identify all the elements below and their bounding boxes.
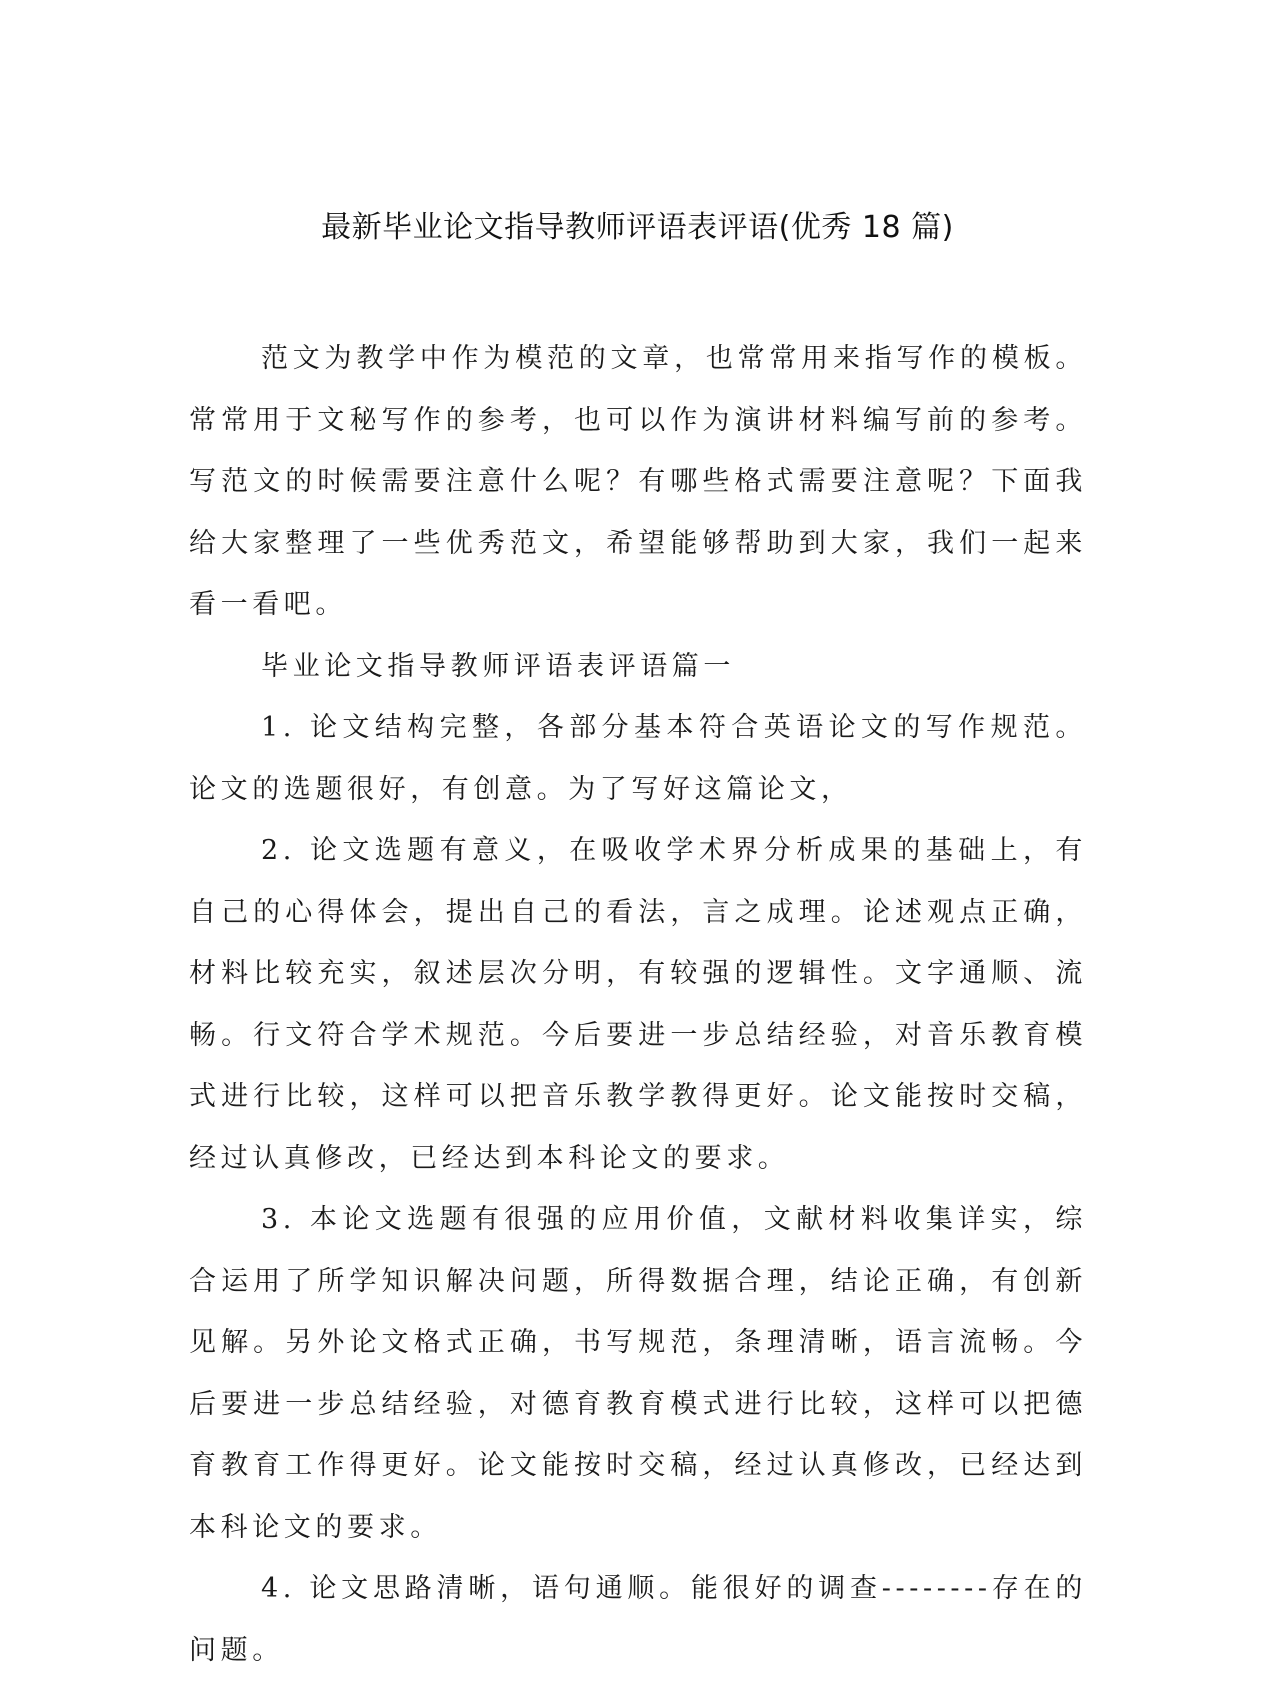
comment-item-3: 3. 本论文选题有很强的应用价值，文献材料收集详实，综合运用了所学知识解决问题，所得数据合理，结论正确，有创新见解。另外论文格式正确，书写规范，条理清晰，语言流畅。今后要进一步总结经验，对德育教育模式进行比较，这样可以把德育教育工作得更好。论文能按时交稿，经过认真修改，已经达到本科论文的要求。 bbox=[189, 1204, 1087, 1543]
document-body bbox=[189, 328, 1087, 1681]
comment-item-4: 4. 论文思路清晰，语句通顺。能很好的调查--------存在的问题。 bbox=[189, 1573, 1087, 1666]
comment-item-2: 2. 论文选题有意义，在吸收学术界分析成果的基础上，有自己的心得体会，提出自己的看法，言之成理。论述观点正确，材料比较充实，叙述层次分明，有较强的逻辑性。文字通顺、流畅。行文符合学术规范。今后要进一步总结经验，对音乐教育模式进行比较，这样可以把音乐教学教得更好。论文能按时交稿，经过认真修改，已经达到本科论文的要求。 bbox=[189, 835, 1087, 1174]
section-heading: 毕业论文指导教师评语表评语篇一 bbox=[261, 650, 735, 682]
document-title: 最新毕业论文指导教师评语表评语(优秀 18 篇) bbox=[321, 210, 954, 245]
comment-item-1: 1. 论文结构完整，各部分基本符合英语论文的写作规范。论文的选题很好，有创意。为了写好这篇论文， bbox=[189, 712, 1087, 805]
intro-paragraph: 范文为教学中作为模范的文章，也常常用来指写作的模板。常常用于文秘写作的参考，也可以作为演讲材料编写前的参考。写范文的时候需要注意什么呢？有哪些格式需要注意呢？下面我给大家整理了一些优秀范文，希望能够帮助到大家，我们一起来看一看吧。 bbox=[189, 343, 1087, 620]
